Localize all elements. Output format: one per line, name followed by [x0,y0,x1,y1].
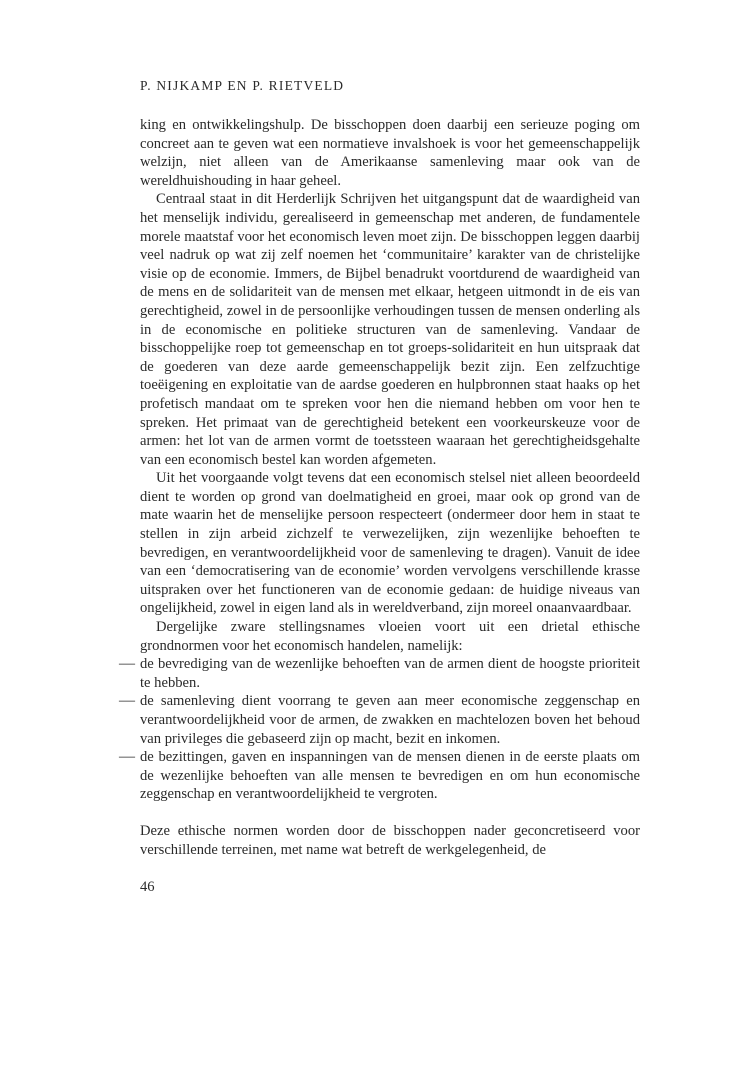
page-content [119,78,640,896]
list-item [119,692,640,748]
list-dash: — [119,748,135,766]
paragraph-2: Centraal staat in dit Herderlijk Schrijven het uitgangspunt dat de waardigheid van het menselijk individu, gerealiseerd in gemeenschap met anderen, de fundamentele morele maatstaf voor het economisch leven moet zijn. De bisschoppen leggen daarbij veel nadruk op wat zij zelf noemen het ‘communitaire’ karakter van de christelijke visie op de economie. Immers, de Bijbel benadrukt voortdurend de waardigheid van de mens en de solidariteit van de mensen met elkaar, hetgeen uitmondt in de eis van gerechtigheid, zowel in de persoonlijke verhoudingen tussen de mensen onderling als in de economische en politieke structuren van de samenleving. Vandaar de bisschoppelijke roep tot gemeenschap en tot groeps-solidariteit en hun uitspraak dat de goederen van deze aarde gemeenschappelijk bezit zijn. Een zelfzuchtige toeëigening en exploitatie van de aardse goederen en hulpbronnen staat haaks op het profetisch mandaat om te spreken voor hen die niemand hebben om voor hen te spreken. Het primaat van de gerechtigheid betekent een voorkeurskeuze voor de armen: het lot van de armen vormt de toetssteen waaraan het gerechtigheidsgehalte van een economisch bestel kan worden afgemeten. [140,191,640,468]
paragraph-1: king en ontwikkelingshulp. De bisschoppen doen daarbij een serieuze poging om concreet aan te geven wat een normatieve invalshoek is voor het gemeenschappelijk welzijn, niet alleen van de Amerikaanse samenleving maar ook van de wereldhuishouding in haar geheel. [140,117,640,189]
paragraph-3: Uit het voorgaande volgt tevens dat een economisch stelsel niet alleen beoordeeld dient te worden op grond van doelmatigheid en groei, maar ook op grond van de mate waarin het de menselijke persoon respecteert (ondermeer door hem in staat te stellen in zijn arbeid zichzelf te verwezelijken, zijn wezenlijke behoeften te bevredigen, en verantwoordelijkheid voor de samenleving te dragen). Vanuit de idee van een ‘democratisering van de economie’ worden vervolgens verschillende krasse uitspraken over het functioneren van de economie gedaan: de huidige niveaus van ongelijkheid, zowel in eigen land als in wereldverband, zijn moreel onaanvaardbaar. [140,470,640,617]
list-item [119,655,640,692]
list-item [119,748,640,804]
list-dash: — [119,655,135,673]
running-header: P. NIJKAMP EN P. RIETVELD [140,78,345,93]
list-item-text: de samenleving dient voorrang te geven aan meer economische zeggenschap en verantwoordelijkheid voor de armen, de zwakken en machtelozen boven het behoud van privileges die gebaseerd zijn op macht, bezit en inkomen. [140,693,640,747]
page-number: 46 [140,879,155,896]
paragraph-5: Deze ethische normen worden door de bisschoppen nader geconcretiseerd voor verschillende terreinen, met name wat betreft de werkgelegenheid, de [140,822,640,858]
paragraph-4: Dergelijke zware stellingsnames vloeien voort uit een drietal ethische grondnormen voor het economisch handelen, namelijk: [140,619,640,654]
list-dash: — [119,692,135,710]
spacer [140,804,640,822]
list-item-text: de bevrediging van de wezenlijke behoeften van de armen dient de hoogste prioriteit te hebben. [140,656,640,691]
list-item-text: de bezittingen, gaven en inspanningen van de mensen dienen in de eerste plaats om de wezenlijke behoeften van alle mensen te bevredigen en om hun economische zeggenschap en verantwoordelijkheid te vergroten. [140,749,640,803]
norms-list [119,655,640,804]
